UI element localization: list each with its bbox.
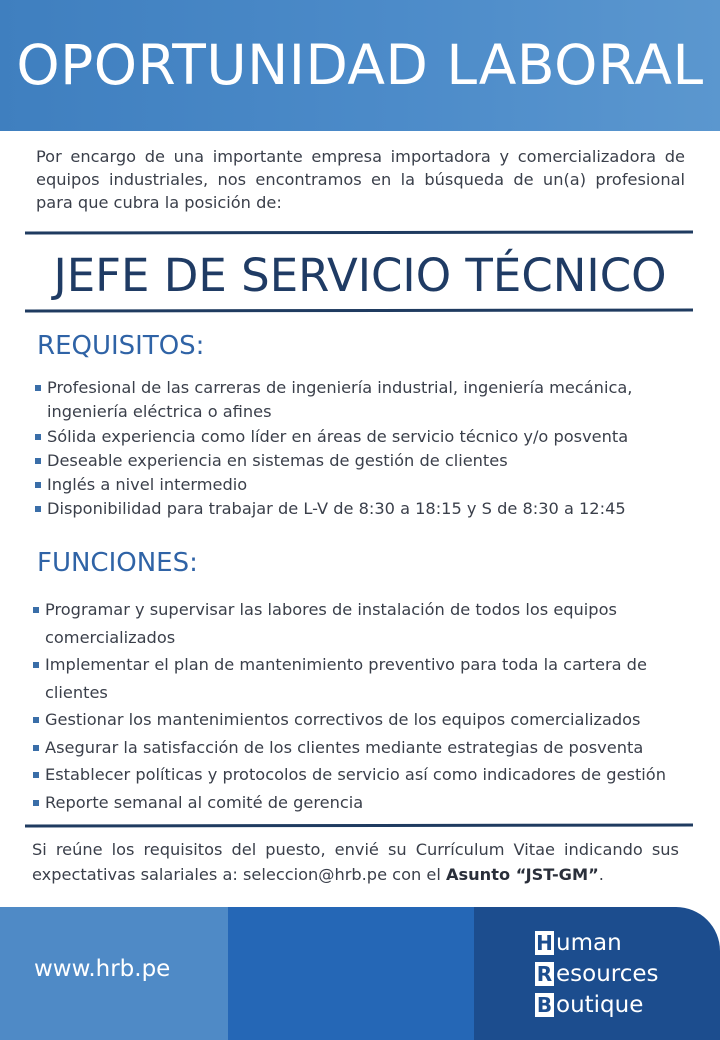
requirements-heading: REQUISITOS: [37,331,205,361]
functions-list [32,596,714,816]
list-item: Inglés a nivel intermedio [34,473,716,497]
list-item: Gestionar los mantenimientos correctivos de los equipos comercializados [32,706,714,734]
requirements-list [34,376,716,522]
list-item: Reporte semanal al comité de gerencia [32,789,714,817]
list-item: Programar y supervisar las labores de instalación de todos los equipos comercializados [32,596,714,651]
list-item: Asegurar la satisfacción de los clientes mediante estrategias de posventa [32,734,714,762]
header-banner [0,0,720,131]
intro-paragraph: Por encargo de una importante empresa importadora y comercializadora de equipos industriales, nos encontramos en la búsqueda de un(a) profesional para que cubra la posición de: [36,147,685,212]
footer-block-mid [228,907,474,1040]
divider-bottom [25,824,693,828]
footer-block-light [0,907,228,1040]
logo-row [535,989,715,1020]
logo-initial: B [536,992,553,1017]
divider-top [25,231,693,235]
logo-row [535,958,715,989]
list-item: Deseable experiencia en sistemas de gestión de clientes [34,449,716,473]
logo-word: esources [556,960,659,987]
logo-word: uman [556,929,622,956]
logo-word: outique [556,991,644,1018]
logo-initial: H [536,930,553,955]
list-item: Profesional de las carreras de ingeniería industrial, ingeniería mecánica, ingeniería eléctrica o afines [34,376,716,425]
divider-under-title [25,309,693,313]
footer [0,907,720,1040]
list-item: Establecer políticas y protocolos de servicio así como indicadores de gestión [32,761,714,789]
closing-end: . [598,864,604,884]
closing-text: Si reúne los requisitos del puesto, envié su Currículum Vitae indicando sus expectativas salariales a: seleccion@hrb.pe con el [32,840,679,884]
email-subject: Asunto “JST-GM” [446,864,599,884]
list-item: Sólida experiencia como líder en áreas de servicio técnico y/o posventa [34,425,716,449]
page-title: OPORTUNIDAD LABORAL [16,33,704,97]
list-item: Implementar el plan de mantenimiento preventivo para toda la cartera de clientes [32,651,714,706]
website-link[interactable]: www.hrb.pe [34,956,171,982]
closing-paragraph [32,838,679,887]
hrb-logo [535,927,715,1020]
functions-heading: FUNCIONES: [37,548,198,578]
logo-initial: R [536,961,553,986]
job-title: JEFE DE SERVICIO TÉCNICO [53,249,667,302]
list-item: Disponibilidad para trabajar de L-V de 8:30 a 18:15 y S de 8:30 a 12:45 [34,497,716,521]
logo-row [535,927,715,958]
